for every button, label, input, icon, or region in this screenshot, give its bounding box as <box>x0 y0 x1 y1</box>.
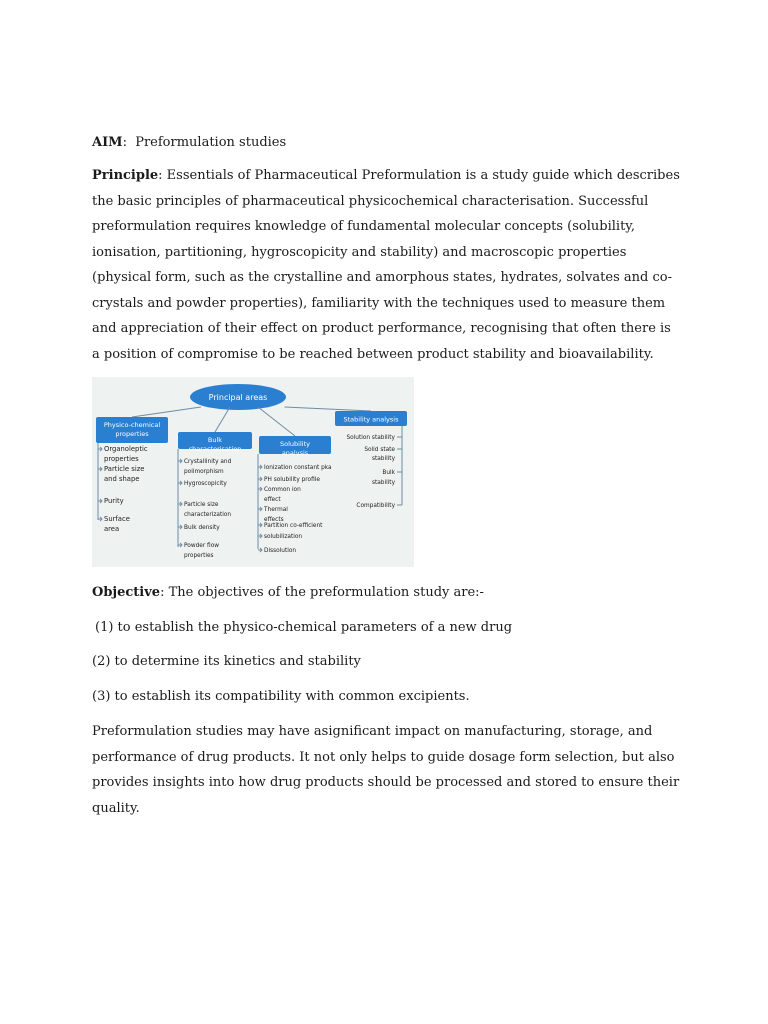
item-label-0-0-1: properties <box>104 455 139 463</box>
item-label-2-3-0: Thermal <box>264 507 288 513</box>
diagram-svg <box>92 377 414 567</box>
item-label-0-3-1: area <box>104 525 120 533</box>
objective-item-1: (1) to establish the physico-chemical parameters of a new drug <box>95 620 513 635</box>
preformulation-diagram <box>92 377 414 567</box>
item-label-1-0-1: polimorphism <box>184 469 224 475</box>
item-label-2-1-0: PH solubility profile <box>264 477 320 483</box>
item-label-2-3-1: effects <box>264 517 284 523</box>
category-title-1-1: characterisation <box>188 445 242 453</box>
principle-text: : Essentials of Pharmaceutical Preformulation is a study guide which describes the basic principles of pharmaceutical physicochemical characterisation. Successful preformulation requires knowledge of fundamental molecular concepts (solubility, ionisation, partitioning, hygroscopicity and stability) and macroscopic properties (physical form, such as the crystalline and amorphous states, hydrates, solvates and co-crystals and powder properties), familiarity with the techniques used to measure them and appreciation of their effect on product performance, recognising that often there is a position of compromise to be reached between product stability and bioavailability. <box>92 168 680 362</box>
category-title-0-1: properties <box>115 430 149 438</box>
root-node-label: Principal areas <box>208 393 268 402</box>
item-label-1-4-1: properties <box>184 553 214 559</box>
item-label-3-3-0: Compatibility <box>356 503 395 509</box>
principle-paragraph <box>92 163 682 367</box>
aim-line <box>92 130 682 156</box>
item-label-2-5-0: solubilization <box>264 534 303 540</box>
aim-separator: : <box>122 135 127 150</box>
item-label-0-1-1: and shape <box>104 475 140 483</box>
category-title-1-0: Bulk <box>207 436 223 444</box>
item-label-1-3-0: Bulk density <box>184 525 220 531</box>
aim-label: AIM <box>92 135 123 150</box>
category-title-0-0: Physico-chemical <box>103 421 161 429</box>
category-title-3-0: Stability analysis <box>343 415 399 424</box>
item-label-2-6-0: Dissolution <box>264 548 297 554</box>
conclusion-paragraph: Preformulation studies may have asignificant impact on manufacturing, storage, and performance of drug products. It not only helps to guide dosage form selection, but also provides insights into how drug products should be processed and stored to ensure their quality. <box>92 724 680 816</box>
item-label-1-1-0: Hygroscopicity <box>184 481 227 487</box>
item-label-2-0-0: Ionization constant pka <box>264 465 332 471</box>
objective-label: Objective <box>92 585 161 600</box>
item-label-3-1-0: Solid state <box>364 447 395 453</box>
objective-text: : The objectives of the preformulation study are:- <box>160 585 484 600</box>
item-label-3-1-1: stability <box>371 456 395 462</box>
category-title-2-1: analysis <box>281 449 309 457</box>
item-label-1-4-0: Powder flow <box>184 543 219 549</box>
objective-item-2: (2) to determine its kinetics and stability <box>92 654 361 669</box>
item-label-3-2-0: Bulk <box>382 470 395 476</box>
item-label-1-2-0: Particle size <box>184 502 219 508</box>
item-label-3-2-1: stability <box>371 480 395 486</box>
item-label-0-3-0: Surface <box>104 515 130 523</box>
objective-item-3: (3) to establish its compatibility with common excipients. <box>92 689 470 704</box>
item-label-1-0-0: Crystallinity and <box>184 459 232 465</box>
objective-line <box>92 580 682 606</box>
item-label-2-4-0: Partition co-efficient <box>264 523 323 529</box>
item-label-0-1-0: Particle size <box>104 465 145 473</box>
item-label-2-2-1: effect <box>264 497 281 503</box>
item-label-2-2-0: Common ion <box>264 487 301 493</box>
category-title-2-0: Solubility <box>280 440 310 448</box>
aim-text: Preformulation studies <box>126 135 287 150</box>
item-label-3-0-0: Solution stability <box>346 435 395 441</box>
principle-label: Principle <box>92 168 159 183</box>
item-label-0-2-0: Purity <box>104 497 124 505</box>
item-label-1-2-1: characterization <box>184 512 232 518</box>
item-label-0-0-0: Organoleptic <box>104 445 148 453</box>
